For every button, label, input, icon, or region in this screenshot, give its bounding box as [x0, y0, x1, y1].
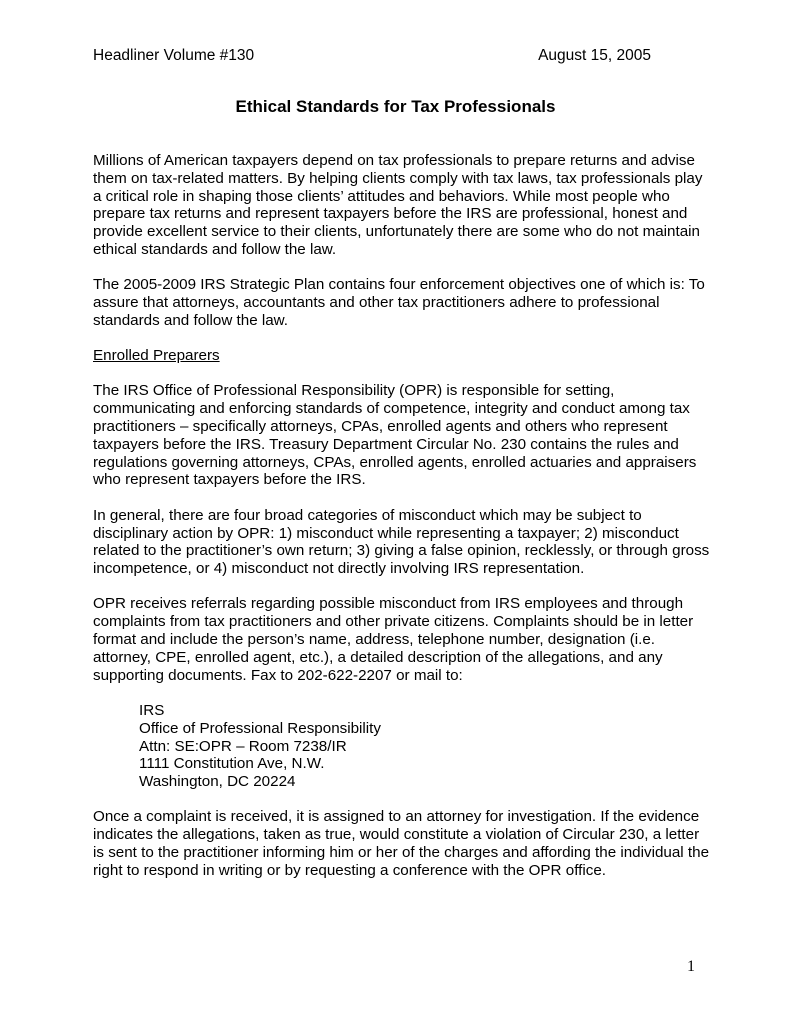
- document-body: [93, 152, 713, 897]
- referrals-paragraph: OPR receives referrals regarding possible misconduct from IRS employees and through complaints from tax practitioners and other private citizens. Complaints should be in letter format and include the person’s name, address, telephone number, designation (i.e. attorney, CPE, enrolled agent, etc.), a detailed description of the allegations, and any supporting documents. Fax to 202-622-2207 or mail to:: [93, 595, 694, 684]
- investigation-paragraph: Once a complaint is received, it is assigned to an attorney for investigation. If the evidence indicates the allegations, taken as true, would constitute a violation of Circular 230, a letter is sent to the practitioner informing him or her of the charges and affording the individual the right to respond in writing or by requesting a conference with the OPR office.: [93, 808, 710, 879]
- page-header-left: Headliner Volume #130: [93, 47, 255, 64]
- opr-responsibility-paragraph: The IRS Office of Professional Responsibility (OPR) is responsible for setting, communicating and enforcing standards of competence, integrity and conduct among tax practitioners – specifically attorneys, CPAs, enrolled agents and others who represent taxpayers before the IRS. Treasury Department Circular No. 230 contains the rules and regulations governing attorneys, CPAs, enrolled agents, enrolled actuaries and appraisers who represent taxpayers before the IRS.: [93, 382, 697, 489]
- section-heading-enrolled-preparers: Enrolled Preparers: [93, 347, 220, 365]
- page-number: 1: [687, 958, 695, 975]
- intro-paragraph: Millions of American taxpayers depend on tax professionals to prepare returns and advise them on tax-related matters. By helping clients comply with tax laws, tax professionals play a critical role in shaping those clients’ attitudes and behaviors. While most people who prepare tax returns and represent taxpayers before the IRS are professional, honest and provide excellent service to their clients, unfortunately there are some who do not maintain ethical standards and follow the law.: [93, 152, 703, 258]
- page-header-date: August 15, 2005: [538, 47, 651, 64]
- address-line: IRS: [139, 701, 165, 719]
- mailing-address: [139, 702, 713, 791]
- strategic-plan-paragraph: The 2005-2009 IRS Strategic Plan contains four enforcement objectives one of which is: To assure that attorneys, accountants and other tax practitioners adhere to professional standards and follow the law.: [93, 276, 705, 329]
- address-line: 1111 Constitution Ave, N.W.: [139, 755, 325, 773]
- address-line: Attn: SE:OPR – Room 7238/IR: [139, 737, 347, 755]
- document-title: Ethical Standards for Tax Professionals: [235, 97, 556, 116]
- address-line: Washington, DC 20224: [139, 773, 296, 791]
- misconduct-categories-paragraph: In general, there are four broad categories of misconduct which may be subject to disciplinary action by OPR: 1) misconduct while representing a taxpayer; 2) misconduct related to the practitioner’s own return; 3) giving a false opinion, recklessly, or through gross incompetence, or 4) misconduct not directly involving IRS representation.: [93, 506, 710, 578]
- address-line: Office of Professional Responsibility: [139, 719, 381, 737]
